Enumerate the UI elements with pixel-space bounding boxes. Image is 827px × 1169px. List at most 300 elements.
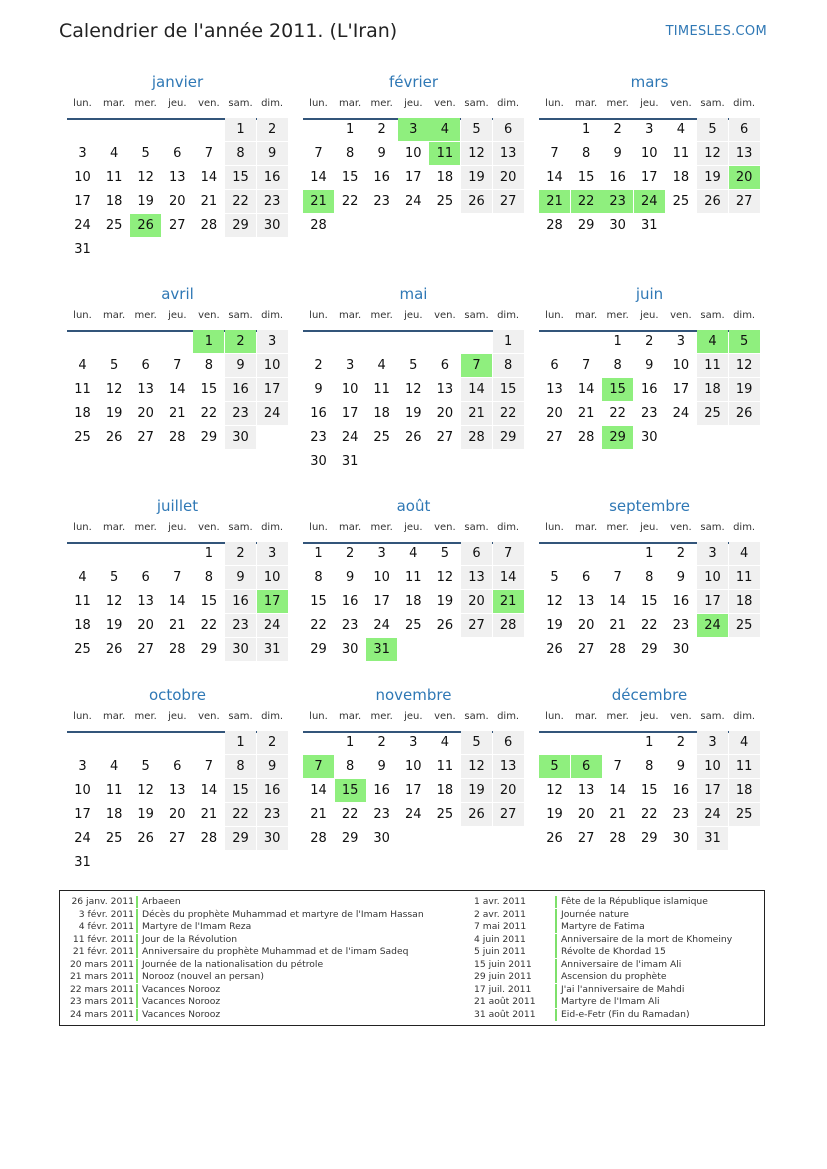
day-cell: 23 [373, 807, 390, 822]
day-cell: 30 [310, 454, 327, 469]
holiday-date: 2 avr. 2011 [474, 908, 526, 920]
day-cell: 5 [461, 118, 492, 141]
holiday-entry [60, 946, 409, 959]
day-cell: 6 [461, 542, 492, 565]
day-cell: 7 [204, 759, 214, 774]
day-cell: 5 [141, 759, 150, 774]
holiday-name: Eid-e-Fetr (Fin du Ramadan) [561, 1008, 690, 1020]
weekday-header: mar. [102, 711, 126, 722]
holiday-marker [555, 971, 557, 983]
day-cell: 22 [200, 406, 218, 421]
day-cell: 26 [697, 190, 728, 213]
month-name: décembre [611, 686, 688, 704]
day-cell: 22 [493, 402, 524, 425]
weekday-header: sam. [228, 310, 253, 321]
day-cell: 28 [310, 831, 327, 846]
weekday-header: mar. [338, 522, 362, 533]
day-cell: 6 [729, 118, 760, 141]
day-cell: 27 [461, 614, 492, 637]
day-cell: 2 [257, 731, 288, 754]
day-cell: 22 [225, 803, 256, 826]
day-cell: 1 [613, 334, 622, 349]
holiday-day-cell: 21 [539, 190, 570, 213]
holiday-day-cell: 6 [571, 755, 602, 778]
weekday-header: mer. [370, 98, 393, 109]
day-cell: 27 [493, 803, 524, 826]
day-cell: 18 [405, 594, 422, 609]
day-cell: 20 [137, 406, 154, 421]
day-cell: 22 [310, 618, 327, 633]
day-cell: 16 [341, 594, 359, 609]
day-cell: 2 [645, 334, 654, 349]
day-cell: 21 [200, 194, 218, 209]
day-cell: 13 [169, 170, 186, 185]
weekday-header: lun. [309, 98, 328, 109]
day-cell: 23 [341, 618, 359, 633]
holiday-entry [454, 1009, 764, 1022]
day-cell: 27 [577, 831, 595, 846]
holiday-entry [454, 984, 764, 997]
day-cell: 4 [729, 731, 760, 754]
holiday-entry [60, 959, 370, 972]
holiday-name: Arbaeen [142, 896, 181, 907]
weekday-header: mer. [134, 310, 157, 321]
holiday-day-cell: 31 [366, 638, 397, 661]
day-cell: 15 [200, 594, 218, 609]
day-cell: 29 [493, 426, 524, 449]
day-cell: 4 [676, 122, 686, 137]
day-cell: 8 [204, 570, 214, 585]
holiday-date: 5 juin 2011 [474, 946, 526, 957]
holiday-name: Révolte de Khordad 15 [561, 946, 666, 957]
holiday-marker [136, 971, 138, 983]
month-8 [539, 497, 760, 697]
day-cell: 4 [78, 570, 87, 585]
day-cell: 28 [493, 614, 524, 637]
day-cell: 13 [493, 755, 524, 778]
holiday-day-cell: 4 [697, 330, 728, 353]
holiday-entry [454, 896, 764, 909]
day-cell: 30 [641, 430, 658, 445]
weekday-header: sam. [700, 522, 725, 533]
day-cell: 10 [74, 783, 91, 798]
weekday-header: sam. [464, 522, 489, 533]
weekday-header: lun. [545, 522, 564, 533]
day-cell: 29 [200, 642, 218, 657]
day-cell: 20 [493, 779, 524, 802]
day-cell: 15 [641, 594, 658, 609]
weekday-header: lun. [73, 711, 92, 722]
holiday-date: 31 août 2011 [474, 1008, 536, 1020]
day-cell: 3 [257, 330, 288, 353]
holiday-date: 1 avr. 2011 [474, 896, 526, 907]
day-cell: 20 [169, 194, 186, 209]
day-cell: 3 [345, 358, 355, 373]
day-cell: 16 [672, 783, 690, 798]
holiday-entry [60, 896, 370, 909]
day-cell: 11 [74, 382, 91, 397]
holiday-marker [136, 909, 138, 921]
weekday-header: lun. [545, 310, 564, 321]
day-cell: 11 [105, 170, 123, 185]
holiday-day-cell: 2 [225, 330, 256, 353]
day-cell: 15 [493, 378, 524, 401]
day-cell: 6 [493, 731, 524, 754]
day-cell: 18 [436, 170, 454, 185]
day-cell: 20 [577, 807, 595, 822]
weekday-header: sam. [228, 522, 253, 533]
day-cell: 8 [645, 759, 654, 774]
day-cell: 4 [78, 358, 87, 373]
weekday-header: mer. [134, 98, 157, 109]
day-cell: 15 [577, 170, 595, 185]
day-cell: 21 [609, 807, 626, 822]
holiday-marker [555, 921, 557, 933]
day-cell: 14 [200, 170, 218, 185]
day-cell: 2 [345, 546, 355, 561]
holiday-day-cell: 11 [429, 142, 460, 165]
day-cell: 28 [577, 430, 595, 445]
day-cell: 13 [577, 594, 595, 609]
holiday-name: Fête de la République islamique [561, 896, 708, 907]
holiday-date: 21 mars 2011 [69, 971, 134, 982]
day-cell: 2 [377, 122, 386, 137]
day-cell: 11 [74, 594, 91, 609]
holiday-marker [136, 984, 138, 996]
day-cell: 30 [609, 218, 626, 233]
weekday-header: jeu. [168, 522, 187, 533]
day-cell: 7 [613, 570, 622, 585]
day-cell: 26 [137, 831, 154, 846]
weekday-header: sam. [228, 711, 253, 722]
day-cell: 2 [613, 122, 622, 137]
weekday-header: lun. [545, 711, 564, 722]
weekday-header: lun. [73, 98, 92, 109]
month-name: avril [161, 285, 194, 303]
weekday-header: ven. [434, 522, 456, 533]
weekday-header: mer. [370, 310, 393, 321]
day-cell: 17 [257, 378, 288, 401]
day-cell: 18 [373, 406, 390, 421]
holiday-entry [60, 971, 370, 984]
day-cell: 27 [577, 642, 595, 657]
weekday-header: dim. [733, 711, 756, 722]
weekday-header: mar. [338, 310, 362, 321]
day-cell: 13 [137, 382, 154, 397]
day-cell: 18 [74, 406, 91, 421]
holiday-entry [60, 934, 370, 947]
day-cell: 19 [546, 618, 563, 633]
day-cell: 10 [697, 566, 728, 589]
day-cell: 17 [341, 406, 359, 421]
day-cell: 26 [105, 430, 123, 445]
weekday-header: lun. [309, 522, 328, 533]
day-cell: 21 [200, 807, 218, 822]
weekday-header: jeu. [404, 711, 423, 722]
day-cell: 24 [405, 807, 422, 822]
day-cell: 26 [729, 402, 760, 425]
weekday-header: mar. [102, 522, 126, 533]
holiday-name: Anniversaire de l'imam Ali [561, 958, 682, 970]
holiday-day-cell: 24 [697, 614, 728, 637]
weekday-header: mer. [134, 711, 157, 722]
day-cell: 28 [609, 642, 626, 657]
day-cell: 28 [169, 430, 186, 445]
day-cell: 30 [225, 426, 256, 449]
month-4 [303, 285, 524, 485]
day-cell: 5 [440, 546, 450, 561]
weekday-header: jeu. [168, 711, 187, 722]
holiday-name: Martyre de l'Imam Ali [561, 996, 660, 1007]
holiday-marker [555, 934, 557, 946]
day-cell: 13 [577, 783, 595, 798]
weekday-header: mar. [338, 98, 362, 109]
holiday-list [59, 890, 765, 1026]
day-cell: 9 [645, 358, 654, 373]
month-name: juillet [156, 497, 199, 515]
holiday-day-cell: 5 [539, 755, 570, 778]
weekday-header: dim. [261, 310, 284, 321]
day-cell: 10 [641, 146, 658, 161]
holiday-date: 26 janv. 2011 [71, 896, 134, 907]
day-cell: 22 [641, 618, 658, 633]
holiday-entry [60, 921, 370, 934]
day-cell: 14 [546, 170, 563, 185]
holiday-date: 29 juin 2011 [474, 971, 532, 982]
day-cell: 14 [200, 783, 218, 798]
holiday-marker [555, 984, 557, 996]
day-cell: 1 [345, 122, 355, 137]
day-cell: 21 [461, 402, 492, 425]
day-cell: 29 [577, 218, 595, 233]
day-cell: 16 [672, 594, 690, 609]
day-cell: 12 [461, 755, 492, 778]
day-cell: 22 [341, 807, 359, 822]
holiday-name: Norooz (nouvel an persan) [142, 971, 264, 982]
holiday-day-cell: 26 [130, 214, 161, 237]
holiday-entry [60, 908, 424, 922]
weekday-header: sam. [700, 310, 725, 321]
day-cell: 22 [641, 807, 658, 822]
day-cell: 9 [676, 759, 686, 774]
day-cell: 12 [546, 783, 563, 798]
day-cell: 27 [169, 218, 186, 233]
day-cell: 17 [74, 194, 91, 209]
month-name: janvier [151, 73, 204, 91]
day-cell: 24 [74, 218, 91, 233]
day-cell: 6 [550, 358, 559, 373]
holiday-day-cell: 23 [602, 190, 633, 213]
day-cell: 4 [409, 546, 418, 561]
holiday-date: 7 mai 2011 [474, 921, 527, 932]
day-cell: 12 [405, 382, 422, 397]
day-cell: 6 [493, 118, 524, 141]
day-cell: 30 [225, 638, 256, 661]
holiday-day-cell: 7 [303, 755, 334, 778]
day-cell: 19 [461, 166, 492, 189]
site-brand-link[interactable]: TIMESLES.COM [665, 24, 767, 39]
day-cell: 8 [225, 142, 256, 165]
day-cell: 26 [546, 642, 563, 657]
day-cell: 31 [641, 218, 658, 233]
month-11 [539, 686, 760, 886]
weekday-header: ven. [434, 310, 456, 321]
weekday-header: mer. [370, 711, 393, 722]
day-cell: 10 [257, 354, 288, 377]
day-cell: 19 [137, 807, 154, 822]
day-cell: 2 [225, 542, 256, 565]
day-cell: 14 [461, 378, 492, 401]
day-cell: 8 [645, 570, 654, 585]
day-cell: 16 [225, 378, 256, 401]
day-cell: 13 [729, 142, 760, 165]
holiday-date: 4 juin 2011 [474, 933, 526, 945]
holiday-day-cell: 15 [335, 779, 366, 802]
day-cell: 10 [405, 759, 422, 774]
day-cell: 31 [697, 827, 728, 850]
weekday-header: mer. [134, 522, 157, 533]
holiday-day-cell: 17 [257, 590, 288, 613]
day-cell: 21 [609, 618, 626, 633]
day-cell: 16 [373, 783, 390, 798]
weekday-header: ven. [198, 711, 220, 722]
day-cell: 22 [200, 618, 218, 633]
day-cell: 13 [493, 142, 524, 165]
day-cell: 17 [697, 590, 728, 613]
day-cell: 25 [729, 614, 760, 637]
day-cell: 23 [257, 190, 288, 213]
month-name: octobre [148, 686, 207, 704]
day-cell: 5 [409, 358, 418, 373]
day-cell: 23 [225, 402, 256, 425]
holiday-name: Martyre de Fatima [561, 921, 645, 932]
holiday-name: J'ai l'anniversaire de Mahdi [561, 983, 685, 995]
day-cell: 14 [493, 566, 524, 589]
weekday-header: sam. [700, 711, 725, 722]
weekday-header: lun. [73, 522, 92, 533]
day-cell: 13 [169, 783, 186, 798]
weekday-header: jeu. [640, 522, 659, 533]
holiday-day-cell: 3 [398, 118, 429, 141]
day-cell: 28 [609, 831, 626, 846]
day-cell: 20 [577, 618, 595, 633]
day-cell: 13 [546, 382, 563, 397]
day-cell: 16 [373, 170, 390, 185]
holiday-name: Jour de la Révolution [142, 933, 238, 945]
day-cell: 6 [173, 759, 182, 774]
day-cell: 25 [436, 194, 454, 209]
holiday-entry [454, 909, 764, 922]
holiday-marker [555, 996, 557, 1008]
weekday-header: ven. [670, 98, 692, 109]
month-9 [67, 686, 288, 886]
weekday-header: mar. [574, 98, 598, 109]
day-cell: 10 [341, 382, 359, 397]
day-cell: 20 [461, 590, 492, 613]
day-cell: 28 [461, 426, 492, 449]
day-cell: 3 [676, 334, 686, 349]
day-cell: 3 [78, 146, 87, 161]
holiday-entry [454, 921, 764, 934]
day-cell: 31 [341, 454, 359, 469]
weekday-header: dim. [261, 522, 284, 533]
holiday-day-cell: 22 [571, 190, 602, 213]
day-cell: 11 [373, 382, 390, 397]
month-name: août [396, 497, 431, 515]
day-cell: 8 [581, 146, 591, 161]
day-cell: 17 [641, 170, 658, 185]
day-cell: 18 [74, 618, 91, 633]
day-cell: 16 [310, 406, 327, 421]
month-name: novembre [375, 686, 452, 704]
weekday-header: mer. [606, 522, 629, 533]
day-cell: 6 [173, 146, 182, 161]
holiday-entry [454, 946, 764, 959]
day-cell: 10 [405, 146, 422, 161]
day-cell: 7 [550, 146, 559, 161]
day-cell: 20 [169, 807, 186, 822]
holiday-day-cell: 15 [602, 378, 633, 401]
day-cell: 25 [672, 194, 690, 209]
day-cell: 26 [105, 642, 123, 657]
day-cell: 24 [257, 614, 288, 637]
day-cell: 26 [461, 803, 492, 826]
day-cell: 19 [105, 618, 123, 633]
day-cell: 26 [436, 618, 454, 633]
weekday-header: ven. [198, 98, 220, 109]
day-cell: 12 [697, 142, 728, 165]
day-cell: 3 [78, 759, 87, 774]
day-cell: 1 [581, 122, 591, 137]
day-cell: 3 [645, 122, 654, 137]
day-cell: 21 [169, 618, 186, 633]
day-cell: 9 [377, 146, 386, 161]
weekday-header: mer. [370, 522, 393, 533]
day-cell: 25 [105, 218, 123, 233]
holiday-marker [136, 934, 138, 946]
holiday-marker [555, 1009, 557, 1021]
holiday-marker [136, 959, 138, 971]
day-cell: 11 [729, 755, 760, 778]
weekday-header: dim. [497, 711, 520, 722]
day-cell: 19 [137, 194, 154, 209]
day-cell: 8 [225, 755, 256, 778]
weekday-header: mar. [102, 98, 126, 109]
weekday-header: jeu. [640, 711, 659, 722]
day-cell: 2 [314, 358, 323, 373]
day-cell: 27 [137, 642, 154, 657]
day-cell: 19 [697, 166, 728, 189]
weekday-header: mer. [606, 711, 629, 722]
day-cell: 9 [345, 570, 355, 585]
day-cell: 29 [310, 642, 327, 657]
holiday-day-cell: 5 [729, 330, 760, 353]
weekday-header: jeu. [640, 310, 659, 321]
weekday-header: mar. [574, 711, 598, 722]
day-cell: 17 [672, 382, 690, 397]
day-cell: 4 [109, 146, 119, 161]
day-cell: 16 [609, 170, 626, 185]
day-cell: 10 [74, 170, 91, 185]
day-cell: 16 [257, 166, 288, 189]
month-name: juin [635, 285, 664, 303]
weekday-header: ven. [670, 310, 692, 321]
month-6 [67, 497, 288, 697]
day-cell: 21 [310, 807, 327, 822]
day-cell: 23 [672, 618, 690, 633]
holiday-name: Anniversaire de la mort de Khomeiny [561, 933, 733, 945]
day-cell: 5 [461, 731, 492, 754]
